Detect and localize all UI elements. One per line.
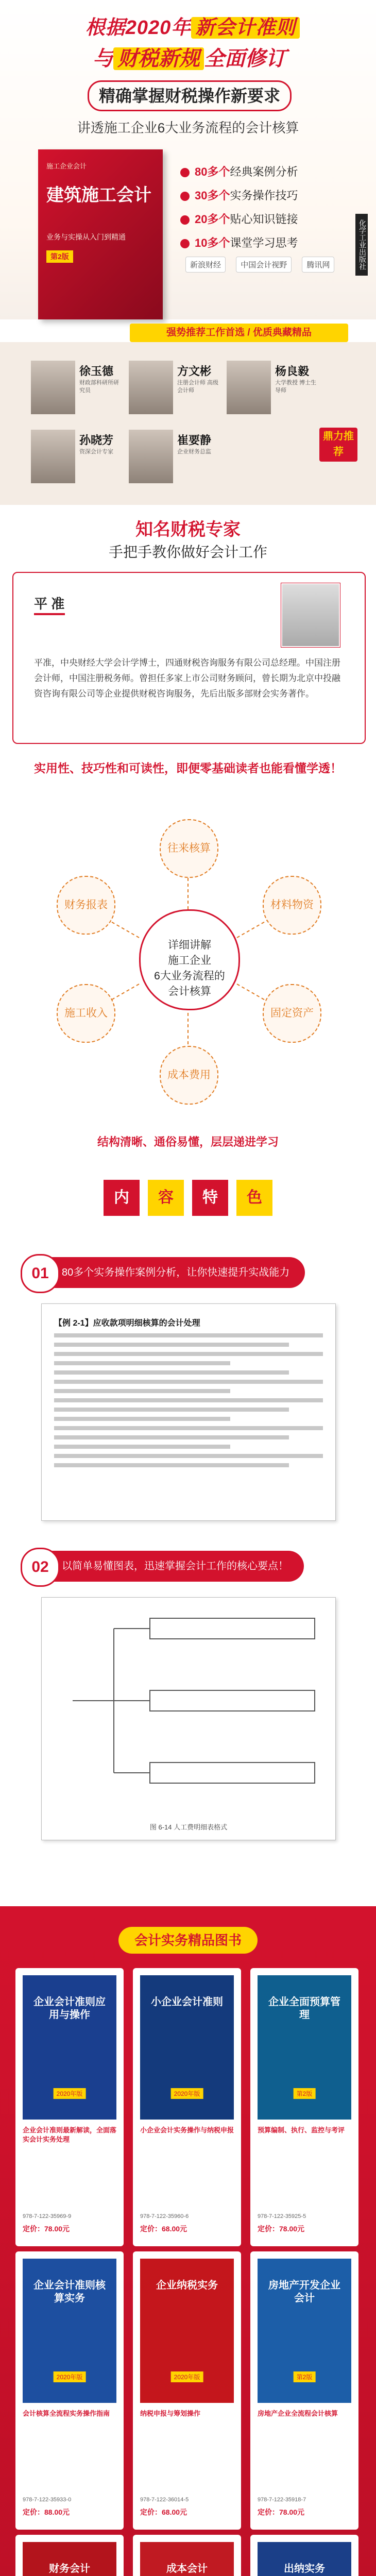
book-card[interactable] [250, 2535, 358, 2576]
figure-caption: 图 6-14 人工费明细表格式 [149, 1823, 228, 1831]
book-card[interactable] [15, 2251, 124, 2530]
book-isbn: 978-7-122-35969-9 [23, 2213, 72, 2219]
book-title: 成本会计 [166, 2563, 208, 2574]
intro-strip [0, 752, 376, 804]
bullet-icon [180, 168, 190, 177]
text-line [54, 1333, 323, 1337]
hero-title-line1 [48, 11, 337, 40]
book-cover-thumb [23, 1975, 116, 2120]
book-caption: 预算编制、执行、监控与考评 [258, 2126, 345, 2134]
book-card[interactable] [15, 2535, 124, 2576]
author-name: 崔要静 [177, 434, 212, 447]
intro-text: 实用性、技巧性和可读性，即便零基础读者也能看懂学透！ [34, 761, 342, 775]
doc-heading: 【例 2-1】应收款项明细核算的会计处理 [54, 1319, 200, 1328]
text-line [54, 1370, 289, 1375]
expert-title: 知名财税专家 [135, 520, 241, 539]
text-line [54, 1435, 289, 1439]
book-title: 出纳实务 [284, 2563, 325, 2574]
book-caption: 企业会计准则最新解读，全面落实会计实务处理 [23, 2126, 117, 2143]
example-header [21, 1257, 305, 1288]
book-caption: 房地产企业全流程会计核算 [258, 2410, 338, 2417]
feature-text: 经典案例分析 [230, 165, 298, 178]
book-title: 企业会计准则核算实务 [33, 2280, 106, 2304]
book-price: 定价：68.00元 [140, 2225, 187, 2233]
book-cover-thumb [23, 2542, 116, 2576]
feature-count: 10多个 [195, 236, 230, 249]
tree-figure [42, 1598, 335, 1814]
author-avatar [31, 430, 75, 483]
hub-line: 施工企业 [168, 955, 211, 967]
example-header [21, 1551, 304, 1582]
feature-count: 80多个 [195, 165, 230, 178]
divider [34, 613, 65, 615]
text-line [54, 1445, 230, 1449]
book-card[interactable] [133, 2535, 241, 2576]
book-isbn: 978-7-122-35925-5 [258, 2213, 306, 2219]
author-title: 财政部科研所研究员 [79, 380, 119, 394]
bullet-icon [180, 239, 190, 248]
text-line [54, 1417, 230, 1421]
publisher-tag: 化学工业出版社 [355, 214, 368, 276]
text-line [54, 1408, 289, 1412]
book-cover-thumb [258, 1975, 351, 2120]
example-text: 80多个实务操作案例分析，让你快速提升实战能力 [62, 1267, 290, 1278]
text-line [54, 1398, 323, 1402]
author-avatar [129, 361, 173, 414]
author-name: 杨良毅 [275, 365, 310, 378]
book-cover-thumb [140, 2259, 234, 2403]
author-title: 大学教授 博士生导师 [275, 380, 317, 394]
expert-subtitle: 手把手教你做好会计工作 [108, 544, 267, 560]
feature-item [180, 162, 335, 182]
recommend-tagbar: 强势推荐工作首选 / 优质典藏精品 [130, 324, 348, 342]
author-title: 注册会计师 高级会计师 [177, 380, 219, 394]
process-diagram [0, 814, 376, 1128]
feature-text: 实务操作技巧 [230, 189, 298, 202]
text-line [54, 1389, 230, 1393]
feature-item [180, 186, 335, 206]
hero-sub-slogan: 讲透施工企业6大业务流程的会计核算 [77, 120, 299, 135]
brand-logo: 腾讯网 [302, 257, 334, 273]
brand-logo: 中国会计视野 [236, 257, 292, 273]
ribbon-char: 内 [104, 1180, 140, 1216]
ribbon-char: 色 [236, 1180, 272, 1216]
book-card[interactable] [250, 2251, 358, 2530]
ribbon-char: 容 [148, 1180, 184, 1216]
hero-line2-text: 与 [93, 47, 113, 70]
hub-line: 会计核算 [168, 986, 211, 997]
feature-list [180, 162, 335, 257]
book-edition: 2020年版 [171, 2371, 203, 2382]
expert-bio: 平准，中央财经大学会计学博士，四通财税咨询服务有限公司总经理。中国注册会计师，中国注册税务师。曾担任多家上市公司财务顾问，曾长期为北京中投融资咨询有限公司等企业提供财税咨询服务，先后出版多部财会实务著作。 [34, 658, 340, 699]
book-isbn: 978-7-122-35933-0 [23, 2497, 72, 2503]
book-price: 定价：78.00元 [23, 2225, 70, 2233]
text-line [54, 1463, 289, 1467]
text-line [54, 1352, 323, 1356]
chart-sample [41, 1597, 336, 1840]
hero-section [0, 0, 376, 319]
book-cover-edition: 第2版 [46, 250, 73, 263]
book-cover-subtitle: 业务与实操从入门到精通 [46, 233, 126, 241]
ribbon-char: 特 [192, 1180, 228, 1216]
diagram-footer: 结构清晰、通俗易懂，层层递进学习 [97, 1136, 279, 1148]
author-card [31, 430, 118, 486]
author-title: 资深会计专家 [79, 449, 113, 455]
example-number: 02 [21, 1548, 60, 1587]
book-card[interactable] [133, 2251, 241, 2530]
hub-line: 详细讲解 [168, 939, 211, 951]
author-card [129, 361, 219, 417]
book-title: 房地产开发企业会计 [268, 2280, 340, 2304]
text-line [54, 1454, 323, 1458]
authors-section [0, 342, 376, 505]
text-line [54, 1380, 323, 1384]
book-edition: 2020年版 [171, 2088, 203, 2099]
book-edition: 2020年版 [54, 2371, 86, 2382]
hero-slogan: 精确掌握财税操作新要求 [88, 80, 292, 111]
expert-photo [281, 583, 340, 647]
hub-line: 6大业务流程的 [154, 970, 225, 982]
diagram-node: 往来核算 [160, 819, 218, 878]
book-card[interactable] [133, 1968, 241, 2246]
book-edition: 第2版 [294, 2371, 316, 2382]
book-card[interactable] [15, 1968, 124, 2246]
content-feature-header [0, 1164, 376, 1231]
diagram-node: 成本费用 [160, 1046, 218, 1105]
book-cover-thumb [140, 1975, 234, 2120]
hero-title-line2 [56, 42, 323, 72]
recommend-badge: 鼎力推荐 [319, 428, 357, 462]
book-caption: 纳税申报与筹划操作 [140, 2410, 201, 2417]
document-sample [41, 1303, 336, 1521]
book-cover-thumb [140, 2542, 234, 2576]
book-edition: 第2版 [294, 2088, 316, 2099]
book-cover-title: 建筑施工会计 [46, 185, 151, 205]
text-line [54, 1361, 230, 1365]
author-avatar [227, 361, 271, 414]
feature-text: 贴心知识链接 [230, 213, 298, 226]
expert-name: 平 准 [34, 596, 65, 612]
author-name: 方文彬 [177, 365, 212, 378]
author-title: 企业财务总监 [177, 449, 211, 455]
book-price: 定价：88.00元 [23, 2508, 70, 2516]
book-gallery [0, 1906, 376, 2576]
book-price: 定价：78.00元 [258, 2508, 305, 2516]
author-name: 孙晓芳 [79, 434, 114, 447]
example-number: 01 [21, 1254, 60, 1293]
author-avatar [31, 361, 75, 414]
author-name: 徐玉德 [79, 365, 114, 378]
diagram-node: 施工收入 [57, 984, 115, 1043]
brand-logo: 新浪财经 [185, 257, 226, 273]
hero-line2-tail: 全面修订 [204, 47, 286, 70]
book-price: 定价：68.00元 [140, 2508, 187, 2516]
book-caption: 会计核算全流程实务操作指南 [23, 2410, 110, 2417]
gallery-title: 会计实务精品图书 [118, 1927, 258, 1954]
hero-line1-highlight: 新会计准则 [191, 17, 300, 39]
book-caption: 小企业会计实务操作与纳税申报 [140, 2126, 234, 2134]
book-isbn: 978-7-122-36014-5 [140, 2497, 189, 2503]
book-cover-thumb [23, 2259, 116, 2403]
hero-line2-highlight: 财税新规 [113, 47, 204, 70]
author-card [227, 361, 317, 417]
book-title: 企业全面预算管理 [268, 1996, 340, 2021]
book-isbn: 978-7-122-35960-6 [140, 2213, 189, 2219]
expert-card [12, 572, 366, 744]
book-edition: 2020年版 [54, 2088, 86, 2099]
brand-logos [185, 257, 355, 277]
content-ribbon [77, 1180, 299, 1216]
hub-text [141, 911, 238, 999]
text-line [54, 1426, 323, 1430]
book-title: 企业会计准则应用与操作 [33, 1996, 106, 2021]
feature-count: 20多个 [195, 213, 230, 226]
author-avatar [129, 430, 173, 483]
diagram-node: 财务报表 [57, 876, 115, 935]
book-cover-thumb [258, 2542, 351, 2576]
book-cover [38, 149, 163, 319]
feature-item [180, 233, 335, 253]
book-title: 小企业会计准则 [151, 1996, 223, 2008]
diagram-hub [139, 909, 240, 1010]
book-cover-top: 施工企业会计 [46, 162, 87, 170]
feature-text: 课堂学习思考 [230, 236, 298, 249]
diagram-node: 固定资产 [263, 984, 321, 1043]
book-title: 企业纳税实务 [156, 2280, 218, 2291]
diagram-node: 材料物资 [263, 876, 321, 935]
hero-line1-text: 根据2020年 [85, 17, 192, 39]
bullet-icon [180, 192, 190, 201]
book-cover-thumb [258, 2259, 351, 2403]
author-card [129, 430, 216, 486]
feature-item [180, 210, 335, 229]
book-title: 财务会计 [49, 2563, 90, 2574]
book-card[interactable] [250, 1968, 358, 2246]
book-isbn: 978-7-122-35918-7 [258, 2497, 306, 2503]
author-card [31, 361, 118, 417]
example-text: 以简单易懂图表，迅速掌握会计工作的核心要点！ [62, 1561, 288, 1572]
book-price: 定价：78.00元 [258, 2225, 305, 2233]
bullet-icon [180, 215, 190, 225]
text-line [54, 1343, 289, 1347]
feature-count: 30多个 [195, 189, 230, 202]
